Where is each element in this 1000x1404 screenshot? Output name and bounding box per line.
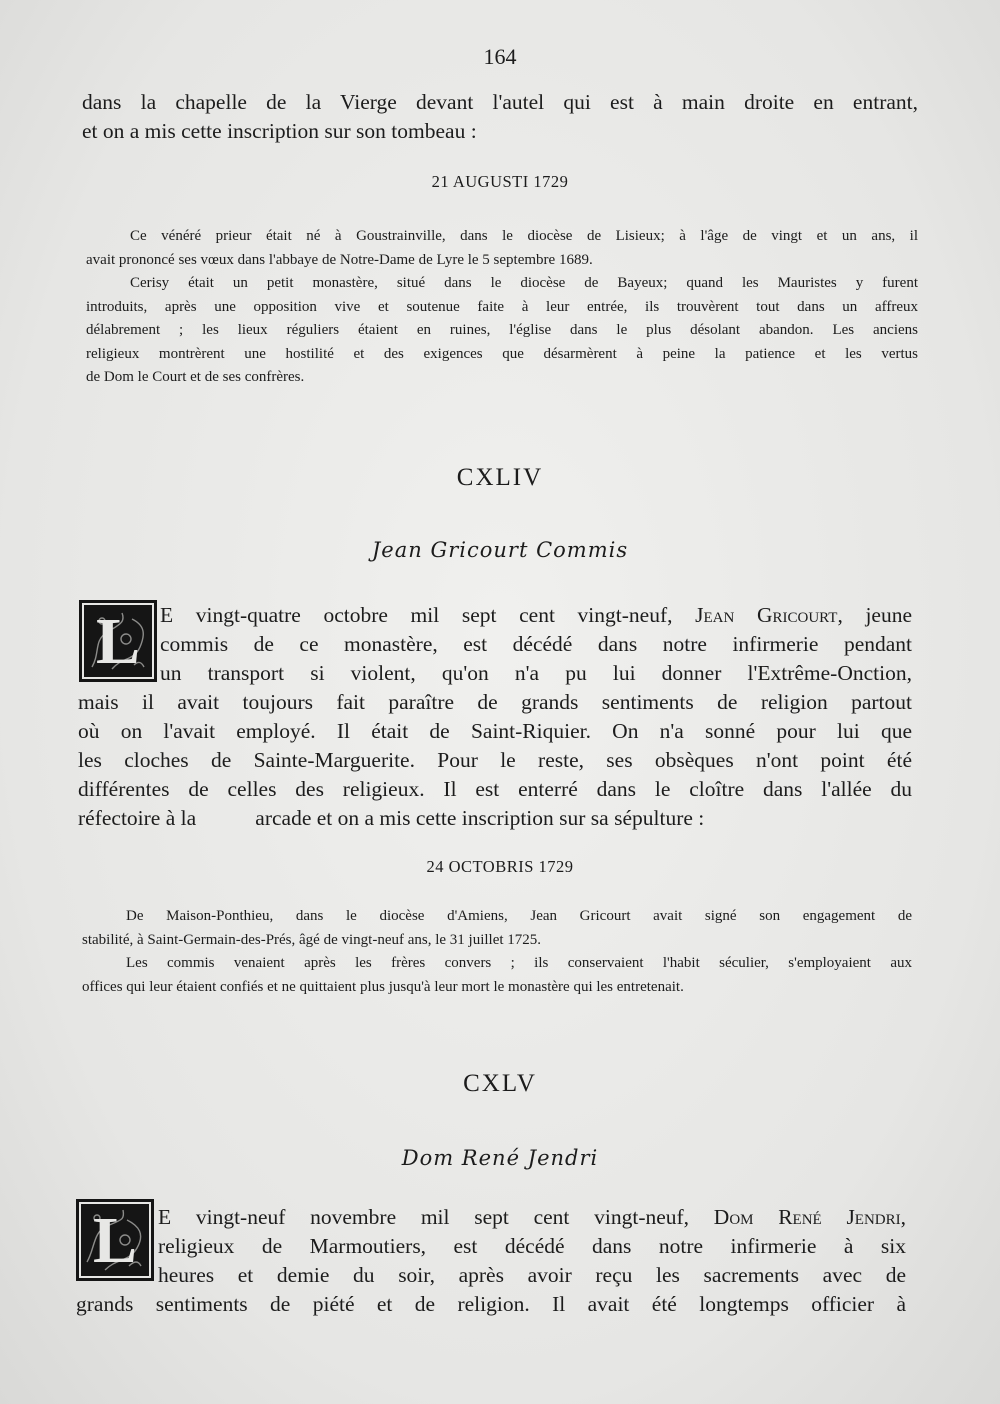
intro-paragraph: [82, 88, 918, 146]
entry-paragraph: [78, 688, 912, 833]
text-line: et on a mis cette inscription sur son tombeau :: [82, 119, 477, 143]
page-number: 164: [483, 44, 517, 69]
footnote-block: [82, 905, 912, 999]
note-line: stabilité, à Saint-Germain-des-Prés, âgé de vingt-neuf ans, le 31 juillet 1725.: [82, 931, 542, 948]
note-line: Ce vénéré prieur était né à Goustrainville, dans le diocèse de Lisieux; à l'âge de vingt et un ans, il: [130, 228, 918, 244]
note-line: avait prononcé ses vœux dans l'abbaye de Notre-Dame de Lyre le 5 septembre 1689.: [86, 251, 593, 268]
footnote-block: [86, 225, 918, 390]
entry-title: Dom René Jendri: [401, 1146, 599, 1170]
text-line: mais il avait toujours fait paraître de grands sentiments de religion partout: [78, 690, 912, 714]
drop-cap-letter: L: [92, 1204, 138, 1277]
note-line: religieux montrèrent une hostilité et des exigences que désarmèrent à peine la patience et les vertus: [86, 345, 918, 362]
text-line: les cloches de Sainte-Marguerite. Pour le reste, ses obsèques n'ont point été: [78, 748, 912, 772]
text-line: où on l'avait employé. Il était de Saint-Riquier. On n'a sonné pour lui que: [78, 719, 912, 743]
note-line: offices qui leur étaient confiés et ne quittaient plus jusqu'à leur mort le monastère qui les entretenait.: [82, 978, 684, 995]
text-line: un transport si violent, qu'on n'a pu lui donner l'Extrême-Onction,: [160, 661, 912, 685]
note-line: De Maison-Ponthieu, dans le diocèse d'Amiens, Jean Gricourt avait signé son engagement de: [126, 908, 912, 924]
text-line: différentes de celles des religieux. Il est enterré dans le cloître dans l'allée du: [78, 777, 912, 801]
person-name: Jean Gricourt: [695, 603, 838, 627]
text-line: dans la chapelle de la Vierge devant l'autel qui est à main droite en entrant,: [82, 90, 918, 114]
note-line: Cerisy était un petit monastère, situé dans le diocèse de Bayeux; quand les Mauristes y furent: [130, 275, 918, 291]
note-line: délabrement ; les lieux réguliers étaient en ruines, l'église dans le plus désolant abandon. Les anciens: [86, 322, 918, 338]
inscription-date: 24 OCTOBRIS 1729: [426, 857, 574, 876]
note-line: de Dom le Court et de ses confrères.: [86, 369, 305, 385]
text-line: E vingt-quatre octobre mil sept cent vingt-neuf, Jean Gricourt, jeune: [160, 603, 912, 627]
text-line: religieux de Marmoutiers, est décédé dans notre infirmerie à six: [158, 1234, 906, 1258]
note-line: introduits, après une opposition vive et soutenue faite à leur entrée, ils trouvèrent tout dans un affreux: [86, 298, 918, 315]
text-line: E vingt-neuf novembre mil sept cent vingt-neuf, Dom René Jendri,: [158, 1205, 907, 1229]
text-line: commis de ce monastère, est décédé dans notre infirmerie pendant: [160, 632, 912, 656]
entry-numeral: CXLIV: [456, 464, 544, 491]
text-line: heures et demie du soir, après avoir reçu les sacrements avec de: [158, 1263, 906, 1287]
text-line: réfectoire à la arcade et on a mis cette inscription sur sa sépulture :: [78, 806, 705, 830]
note-line: Les commis venaient après les frères convers ; ils conservaient l'habit séculier, s'employaient aux: [126, 955, 912, 971]
drop-cap-ornament: [76, 1199, 154, 1281]
entry-numeral: CXLV: [463, 1070, 537, 1097]
entry-title: Jean Gricourt Commis: [371, 538, 629, 562]
entry-paragraph: [76, 1290, 906, 1319]
entry-paragraph-indented: [160, 601, 912, 688]
inscription-date: 21 AUGUSTI 1729: [431, 172, 569, 191]
drop-cap-ornament: [79, 600, 157, 682]
text-line: grands sentiments de piété et de religion. Il avait été longtemps officier à: [76, 1292, 906, 1316]
person-name: Dom René Jendri: [713, 1205, 901, 1229]
drop-cap-letter: L: [95, 605, 141, 678]
entry-paragraph-indented: [158, 1203, 906, 1290]
